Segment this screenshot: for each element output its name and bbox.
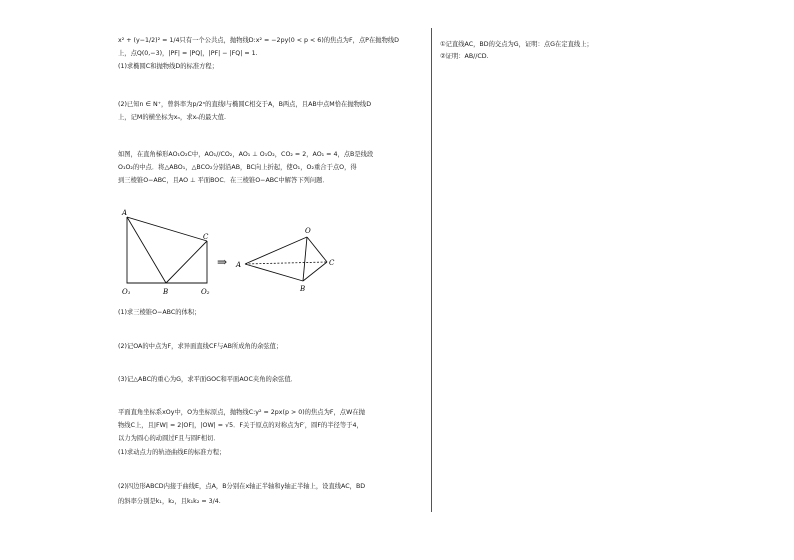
geometry-figure — [118, 208, 418, 298]
problem3-question2-line1: (2)四边形ABCD内接于曲线E，点A，B分别在x轴正半轴和y轴正半轴上，设直线AC，BD — [118, 483, 366, 490]
label-O1: O₁ — [122, 288, 131, 296]
problem3-line2: 物线C上，且|FW| = 2|OF|，|OW| = √5．F关于原点的对称点为F′，圆F的半径等于4， — [118, 422, 363, 429]
problem3-question2-line2: 的斜率分别是k₁，k₂，且k₁k₂ = 3/4. — [118, 498, 221, 505]
edge-OB — [303, 237, 307, 281]
problem1-question1: (1)求椭圆C和抛物线D的标准方程； — [118, 63, 219, 70]
label-C2: C — [329, 259, 335, 267]
edge-BC — [166, 241, 207, 283]
label-C: C — [203, 233, 209, 241]
edge-OC — [307, 237, 327, 262]
label-A2: A — [236, 261, 242, 269]
edge-AO — [245, 237, 307, 264]
edge-AC2-hidden — [245, 262, 327, 264]
problem2-line3: 到三棱锥O−ABC，且AO ⊥ 平面BOC．在三棱锥O−ABC中解答下列问题． — [118, 177, 329, 184]
edge-BC2 — [303, 262, 327, 281]
problem2-question3: (3)记△ABC的重心为G，求平面GOC和平面AOC夹角的余弦值． — [118, 376, 297, 383]
problem3-line3: 以力为圆心的动圆过F且与圆F相切． — [118, 435, 220, 442]
label-O2: O₂ — [201, 288, 210, 296]
problem1-question2-line2: 上，记M的横坐标为xₙ，求xₙ的最大值. — [118, 114, 227, 121]
edge-AB2 — [245, 264, 303, 281]
subquestion-1: ①记直线AC，BD的交点为G，证明：点G在定直线上； — [440, 41, 593, 48]
label-A: A — [122, 209, 128, 217]
label-O: O — [305, 227, 311, 235]
problem2-line1: 如图，在直角梯形AO₁O₂C中，AO₁//CO₂，AO₁ ⊥ O₁O₂，CO₂ = 2，AO₁ = 4，点B是线段 — [118, 151, 374, 158]
problem1-line1: x² + (y−1/2)² = 1/4只有一个公共点，抛物线D:x² = −2py(0 < p < 6)的焦点为F，点P在抛物线D — [118, 37, 400, 44]
label-B: B — [163, 288, 169, 296]
trapezoid-outline — [127, 217, 207, 283]
problem3-question1: (1)求动点力的轨迹曲线E的标准方程； — [118, 449, 226, 456]
subquestion-2: ②证明：AB//CD. — [440, 53, 489, 60]
column-divider — [431, 28, 432, 512]
arrow-implies: ⇒ — [217, 255, 228, 269]
problem2-question1: (1)求三棱锥O−ABC的体积； — [118, 309, 201, 316]
label-B2: B — [300, 285, 306, 293]
problem1-question2-line1: (2)已知n ∈ N⁺，曾斜率为p/2ⁿ的直线l与椭圆C相交于A，B两点，且AB中点M恰在抛物线D — [118, 101, 372, 108]
problem3-line1: 平面直角坐标系xOy中，O为坐标原点，抛物线C:y² = 2px(p > 0)的焦点为F，点W在抛 — [118, 409, 365, 416]
problem2-line2: O₁O₂的中点．将△ABO₁，△BCO₂分别沿AB，BC向上折起，使O₁，O₂重合于点O，得 — [118, 164, 357, 171]
problem1-line2: 上，点Q(0,−3)，|PF| = |PQ|，|PF| − |FQ| = 1. — [118, 50, 258, 57]
problem2-question2: (2)记OA的中点为F，求异面直线CF与AB所成角的余弦值； — [118, 343, 283, 350]
